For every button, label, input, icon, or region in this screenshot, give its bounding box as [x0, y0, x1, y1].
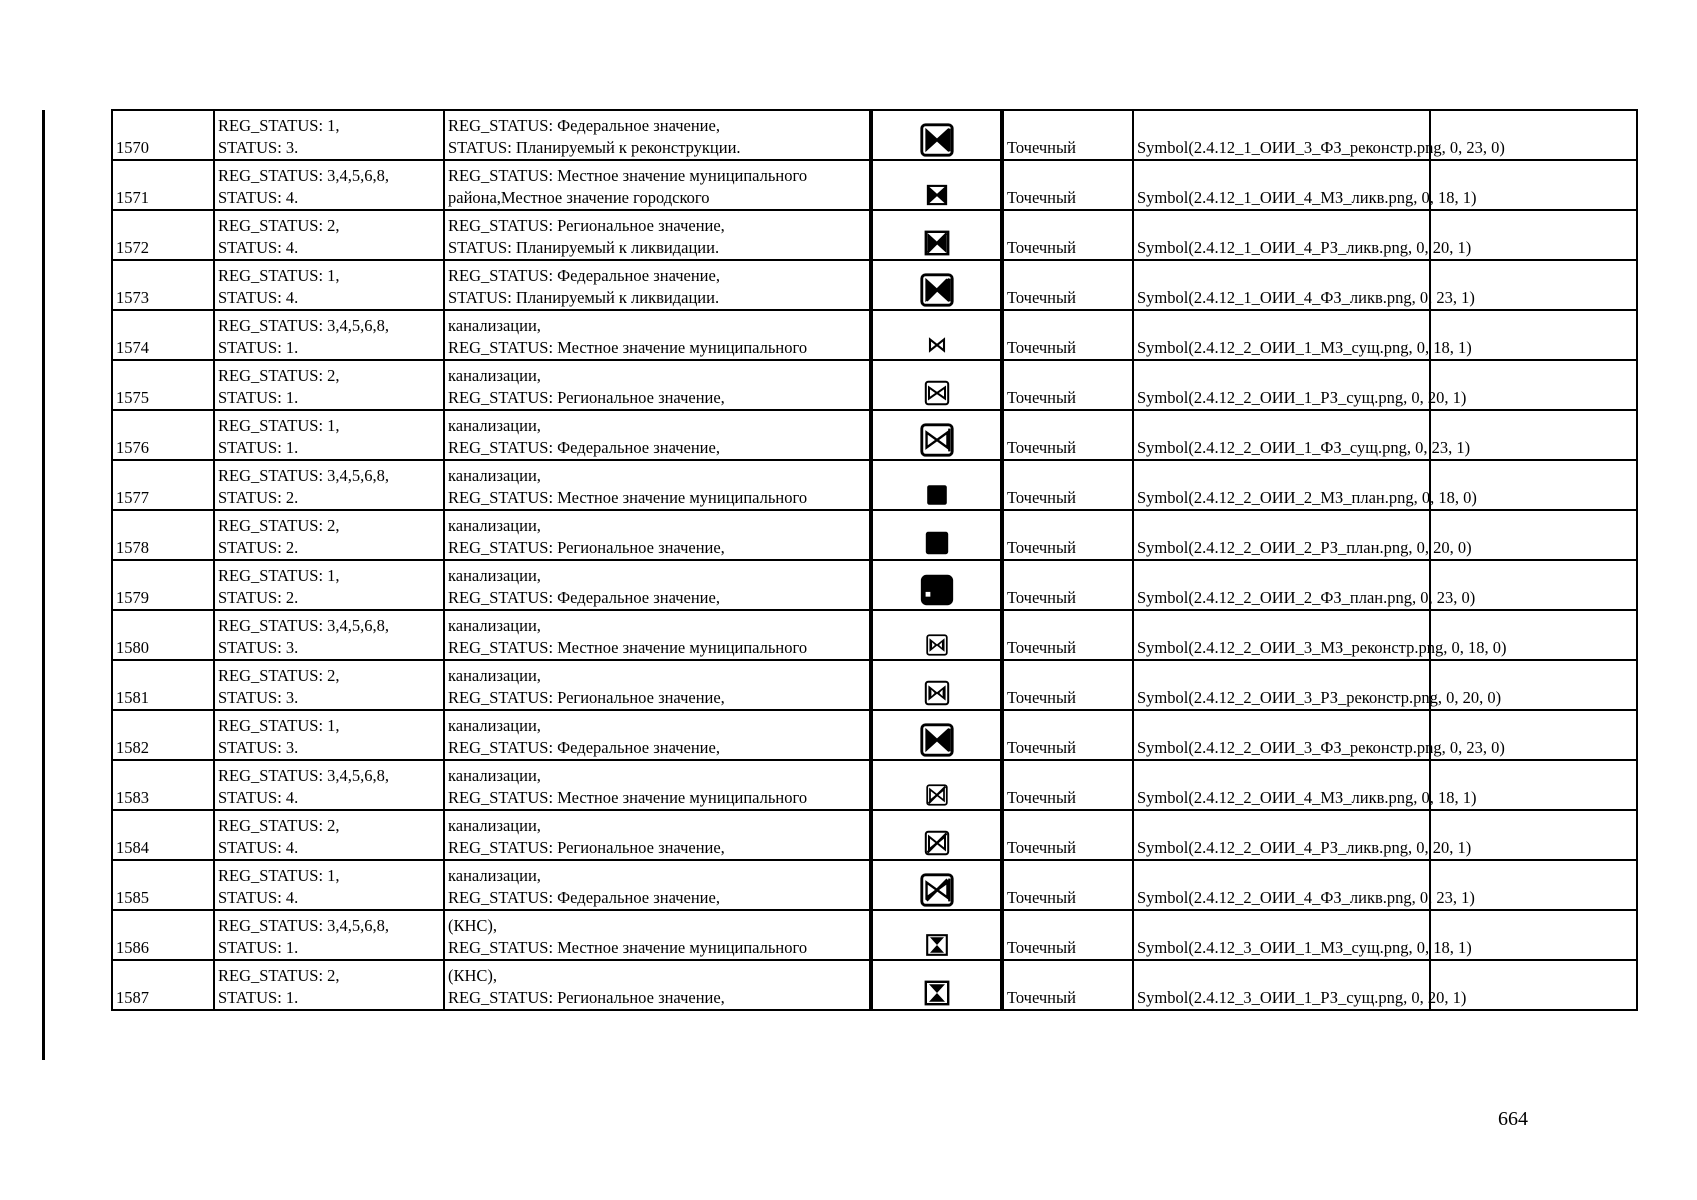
description-cell [444, 210, 871, 260]
description-line: REG_STATUS: Местное значение муниципального [448, 488, 808, 507]
table-row [112, 510, 1637, 560]
description-line: REG_STATUS: Региональное значение, [448, 838, 725, 857]
row-number-cell: 1584 [112, 810, 214, 860]
valve-outline-frame-icon [876, 421, 997, 459]
reg-status-line: STATUS: 4. [218, 238, 299, 257]
valve-outline-icon [876, 331, 997, 359]
table-row [112, 360, 1637, 410]
description-line: REG_STATUS: Региональное значение, [448, 388, 725, 407]
symbol-cell [871, 160, 1002, 210]
geometry-type-cell: Точечный [1002, 210, 1133, 260]
reg-status-line: REG_STATUS: 3,4,5,6,8, [218, 466, 390, 485]
row-number-cell: 1575 [112, 360, 214, 410]
symbol-cell [871, 860, 1002, 910]
description-cell [444, 760, 871, 810]
symbol-cell [871, 460, 1002, 510]
reg-status-cell [214, 910, 444, 960]
reg-status-cell [214, 210, 444, 260]
valve-bowtie-box-icon [876, 677, 997, 709]
geometry-type-cell: Точечный [1002, 610, 1133, 660]
reg-status-cell [214, 410, 444, 460]
reg-status-cell [214, 310, 444, 360]
symbol-cell [871, 410, 1002, 460]
reg-status-cell [214, 960, 444, 1010]
symbol-function-cell: Symbol(2.4.12_1_ОИИ_4_МЗ_ликв.png, 0, 18, 1) [1133, 160, 1430, 210]
reg-status-line: REG_STATUS: 3,4,5,6,8, [218, 916, 390, 935]
symbol-function-cell: Symbol(2.4.12_1_ОИИ_3_ФЗ_реконстр.png, 0, 23, 0) [1133, 110, 1430, 160]
reg-status-line: STATUS: 3. [218, 638, 299, 657]
geometry-type-cell: Точечный [1002, 810, 1133, 860]
reg-status-line: STATUS: 1. [218, 438, 299, 457]
description-cell [444, 810, 871, 860]
description-line: REG_STATUS: Федеральное значение, [448, 266, 720, 285]
geometry-type-cell: Точечный [1002, 460, 1133, 510]
description-line: REG_STATUS: Федеральное значение, [448, 738, 720, 757]
valve-bowtie-icon [876, 181, 997, 209]
reg-status-cell [214, 860, 444, 910]
filled-frame-icon [876, 571, 997, 609]
description-line: REG_STATUS: Местное значение муниципального [448, 338, 808, 357]
table-row [112, 910, 1637, 960]
filled-square-icon [876, 481, 997, 509]
reg-status-line: STATUS: 4. [218, 188, 299, 207]
symbol-function-cell: Symbol(2.4.12_2_ОИИ_2_ФЗ_план.png, 0, 23, 0) [1133, 560, 1430, 610]
reg-status-cell [214, 260, 444, 310]
geometry-type-cell: Точечный [1002, 310, 1133, 360]
symbol-cell [871, 260, 1002, 310]
reg-status-cell [214, 160, 444, 210]
description-line: STATUS: Планируемый к ликвидации. [448, 288, 720, 307]
symbol-function-cell: Symbol(2.4.12_2_ОИИ_4_ФЗ_ликв.png, 0, 23, 1) [1133, 860, 1430, 910]
row-number-cell: 1586 [112, 910, 214, 960]
symbol-function-cell: Symbol(2.4.12_2_ОИИ_2_МЗ_план.png, 0, 18, 0) [1133, 460, 1430, 510]
description-cell [444, 610, 871, 660]
description-cell [444, 460, 871, 510]
reg-status-line: STATUS: 1. [218, 988, 299, 1007]
hourglass-box-icon [876, 977, 997, 1009]
description-line: канализации, [448, 416, 541, 435]
description-line: канализации, [448, 616, 541, 635]
symbol-cell [871, 510, 1002, 560]
symbol-function-cell: Symbol(2.4.12_2_ОИИ_4_РЗ_ликв.png, 0, 20, 1) [1133, 810, 1430, 860]
valve-crossed-box-icon [876, 781, 997, 809]
row-number-cell: 1576 [112, 410, 214, 460]
table-row [112, 760, 1637, 810]
symbol-cell [871, 560, 1002, 610]
symbol-function-cell: Symbol(2.4.12_3_ОИИ_1_РЗ_сущ.png, 0, 20, 1) [1133, 960, 1430, 1010]
row-number-cell: 1579 [112, 560, 214, 610]
reg-status-cell [214, 360, 444, 410]
reg-status-cell [214, 460, 444, 510]
table-row [112, 660, 1637, 710]
description-line: REG_STATUS: Местное значение муниципального [448, 638, 808, 657]
reg-status-line: REG_STATUS: 2, [218, 666, 340, 685]
reg-status-line: STATUS: 1. [218, 938, 299, 957]
geometry-type-cell: Точечный [1002, 410, 1133, 460]
reg-status-line: STATUS: 2. [218, 538, 299, 557]
reg-status-line: REG_STATUS: 2, [218, 816, 340, 835]
table-row [112, 460, 1637, 510]
geometry-type-cell: Точечный [1002, 860, 1133, 910]
row-number-cell: 1583 [112, 760, 214, 810]
symbol-function-cell: Symbol(2.4.12_2_ОИИ_1_РЗ_сущ.png, 0, 20, 1) [1133, 360, 1430, 410]
description-line: канализации, [448, 316, 541, 335]
reg-status-line: STATUS: 2. [218, 588, 299, 607]
symbol-cell [871, 210, 1002, 260]
table-row [112, 860, 1637, 910]
row-number-cell: 1577 [112, 460, 214, 510]
reg-status-line: STATUS: 4. [218, 888, 299, 907]
reg-status-cell [214, 710, 444, 760]
description-line: (КНС), [448, 916, 498, 935]
description-cell [444, 710, 871, 760]
reg-status-line: REG_STATUS: 3,4,5,6,8, [218, 316, 390, 335]
symbol-function-cell: Symbol(2.4.12_2_ОИИ_2_РЗ_план.png, 0, 20, 0) [1133, 510, 1430, 560]
reg-status-line: REG_STATUS: 1, [218, 416, 340, 435]
row-number-cell: 1580 [112, 610, 214, 660]
geometry-type-cell: Точечный [1002, 110, 1133, 160]
symbol-cell [871, 710, 1002, 760]
description-cell [444, 560, 871, 610]
description-line: канализации, [448, 666, 541, 685]
symbol-function-cell: Symbol(2.4.12_1_ОИИ_4_ФЗ_ликв.png, 0, 23, 1) [1133, 260, 1430, 310]
geometry-type-cell: Точечный [1002, 360, 1133, 410]
reg-status-cell [214, 110, 444, 160]
reg-status-line: REG_STATUS: 2, [218, 516, 340, 535]
reg-status-line: STATUS: 3. [218, 688, 299, 707]
table-row [112, 960, 1637, 1010]
reg-status-line: STATUS: 4. [218, 838, 299, 857]
valve-bowtie-box-icon [876, 631, 997, 659]
reg-status-line: STATUS: 2. [218, 488, 299, 507]
row-number-cell: 1587 [112, 960, 214, 1010]
row-number-cell: 1574 [112, 310, 214, 360]
description-cell [444, 410, 871, 460]
description-line: REG_STATUS: Региональное значение, [448, 538, 725, 557]
symbol-cell [871, 610, 1002, 660]
reg-status-line: REG_STATUS: 1, [218, 116, 340, 135]
description-cell [444, 110, 871, 160]
symbol-function-cell: Symbol(2.4.12_2_ОИИ_1_ФЗ_сущ.png, 0, 23, 1) [1133, 410, 1430, 460]
reg-status-cell [214, 510, 444, 560]
description-cell [444, 510, 871, 560]
geometry-type-cell: Точечный [1002, 710, 1133, 760]
description-line: STATUS: Планируемый к реконструкции. [448, 138, 741, 157]
description-line: (КНС), [448, 966, 498, 985]
symbol-cell [871, 310, 1002, 360]
reg-status-line: REG_STATUS: 3,4,5,6,8, [218, 166, 390, 185]
geometry-type-cell: Точечный [1002, 560, 1133, 610]
description-line: канализации, [448, 816, 541, 835]
description-line: канализации, [448, 716, 541, 735]
symbol-function-cell: Symbol(2.4.12_2_ОИИ_3_РЗ_реконстр.png, 0, 20, 0) [1133, 660, 1430, 710]
row-number-cell: 1585 [112, 860, 214, 910]
row-number-cell: 1573 [112, 260, 214, 310]
filled-square-icon [876, 527, 997, 559]
reg-status-line: REG_STATUS: 1, [218, 266, 340, 285]
left-margin-rule [42, 110, 45, 1060]
description-cell [444, 960, 871, 1010]
valve-bowtie-crossed-frame-icon [876, 271, 997, 309]
description-line: канализации, [448, 466, 541, 485]
description-line: канализации, [448, 566, 541, 585]
description-line: канализации, [448, 766, 541, 785]
description-line: REG_STATUS: Федеральное значение, [448, 116, 720, 135]
description-line: REG_STATUS: Федеральное значение, [448, 588, 720, 607]
geometry-type-cell: Точечный [1002, 260, 1133, 310]
description-line: REG_STATUS: Региональное значение, [448, 216, 725, 235]
reg-status-cell [214, 810, 444, 860]
description-line: REG_STATUS: Региональное значение, [448, 988, 725, 1007]
reg-status-line: REG_STATUS: 3,4,5,6,8, [218, 766, 390, 785]
description-line: REG_STATUS: Местное значение муниципального [448, 788, 808, 807]
table-row [112, 710, 1637, 760]
description-cell [444, 360, 871, 410]
table-row [112, 110, 1637, 160]
description-line: канализации, [448, 866, 541, 885]
symbol-cell [871, 360, 1002, 410]
reg-status-cell [214, 760, 444, 810]
valve-bowtie-frame-icon [876, 121, 997, 159]
symbol-cell [871, 760, 1002, 810]
reg-status-line: REG_STATUS: 2, [218, 216, 340, 235]
page-number: 664 [1498, 1108, 1528, 1130]
table-row [112, 410, 1637, 460]
description-cell [444, 160, 871, 210]
table-row [112, 810, 1637, 860]
symbol-cell [871, 810, 1002, 860]
symbol-function-cell: Symbol(2.4.12_2_ОИИ_4_МЗ_ликв.png, 0, 18, 1) [1133, 760, 1430, 810]
valve-bowtie-crossed-icon [876, 227, 997, 259]
geometry-type-cell: Точечный [1002, 660, 1133, 710]
reg-status-line: STATUS: 4. [218, 788, 299, 807]
symbol-function-cell: Symbol(2.4.12_2_ОИИ_3_ФЗ_реконстр.png, 0, 23, 0) [1133, 710, 1430, 760]
geometry-type-cell: Точечный [1002, 510, 1133, 560]
symbol-function-cell: Symbol(2.4.12_1_ОИИ_4_РЗ_ликв.png, 0, 20, 1) [1133, 210, 1430, 260]
symbol-cell [871, 660, 1002, 710]
table-row [112, 560, 1637, 610]
geometry-type-cell: Точечный [1002, 910, 1133, 960]
valve-crossed-frame-icon [876, 871, 997, 909]
symbol-function-cell: Symbol(2.4.12_2_ОИИ_3_МЗ_реконстр.png, 0, 18, 0) [1133, 610, 1430, 660]
symbol-cell [871, 960, 1002, 1010]
geometry-type-cell: Точечный [1002, 960, 1133, 1010]
description-cell [444, 910, 871, 960]
reg-status-line: STATUS: 1. [218, 388, 299, 407]
table-row [112, 160, 1637, 210]
table-row [112, 610, 1637, 660]
geometry-type-cell: Точечный [1002, 160, 1133, 210]
symbol-cell [871, 110, 1002, 160]
valve-bowtie-frame-icon [876, 721, 997, 759]
geometry-type-cell: Точечный [1002, 760, 1133, 810]
reg-status-line: STATUS: 3. [218, 138, 299, 157]
reg-status-line: STATUS: 3. [218, 738, 299, 757]
description-cell [444, 310, 871, 360]
symbol-function-cell: Symbol(2.4.12_2_ОИИ_1_МЗ_сущ.png, 0, 18, 1) [1133, 310, 1430, 360]
row-number-cell: 1578 [112, 510, 214, 560]
symbol-table [111, 109, 1638, 1011]
table-row [112, 210, 1637, 260]
symbol-cell [871, 910, 1002, 960]
reg-status-cell [214, 660, 444, 710]
description-cell [444, 260, 871, 310]
reg-status-line: STATUS: 1. [218, 338, 299, 357]
hourglass-box-icon [876, 931, 997, 959]
description-cell [444, 860, 871, 910]
description-line: REG_STATUS: Федеральное значение, [448, 438, 720, 457]
row-number-cell: 1571 [112, 160, 214, 210]
row-number-cell: 1570 [112, 110, 214, 160]
row-number-cell: 1581 [112, 660, 214, 710]
description-line: REG_STATUS: Федеральное значение, [448, 888, 720, 907]
reg-status-line: REG_STATUS: 2, [218, 366, 340, 385]
reg-status-cell [214, 610, 444, 660]
reg-status-line: REG_STATUS: 1, [218, 866, 340, 885]
reg-status-line: REG_STATUS: 2, [218, 966, 340, 985]
reg-status-line: REG_STATUS: 1, [218, 716, 340, 735]
description-line: REG_STATUS: Местное значение муниципального [448, 166, 808, 185]
reg-status-line: REG_STATUS: 1, [218, 566, 340, 585]
table-row [112, 260, 1637, 310]
reg-status-line: REG_STATUS: 3,4,5,6,8, [218, 616, 390, 635]
reg-status-line: STATUS: 4. [218, 288, 299, 307]
symbol-function-cell: Symbol(2.4.12_3_ОИИ_1_МЗ_сущ.png, 0, 18, 1) [1133, 910, 1430, 960]
row-number-cell: 1582 [112, 710, 214, 760]
description-line: района,Местное значение городского [448, 188, 710, 207]
description-line: канализации, [448, 366, 541, 385]
description-line: REG_STATUS: Региональное значение, [448, 688, 725, 707]
description-cell [444, 660, 871, 710]
row-number-cell: 1572 [112, 210, 214, 260]
valve-crossed-box-icon [876, 827, 997, 859]
description-line: канализации, [448, 516, 541, 535]
valve-outline-box-icon [876, 377, 997, 409]
description-line: STATUS: Планируемый к ликвидации. [448, 238, 720, 257]
table-row [112, 310, 1637, 360]
reg-status-cell [214, 560, 444, 610]
description-line: REG_STATUS: Местное значение муниципального [448, 938, 808, 957]
